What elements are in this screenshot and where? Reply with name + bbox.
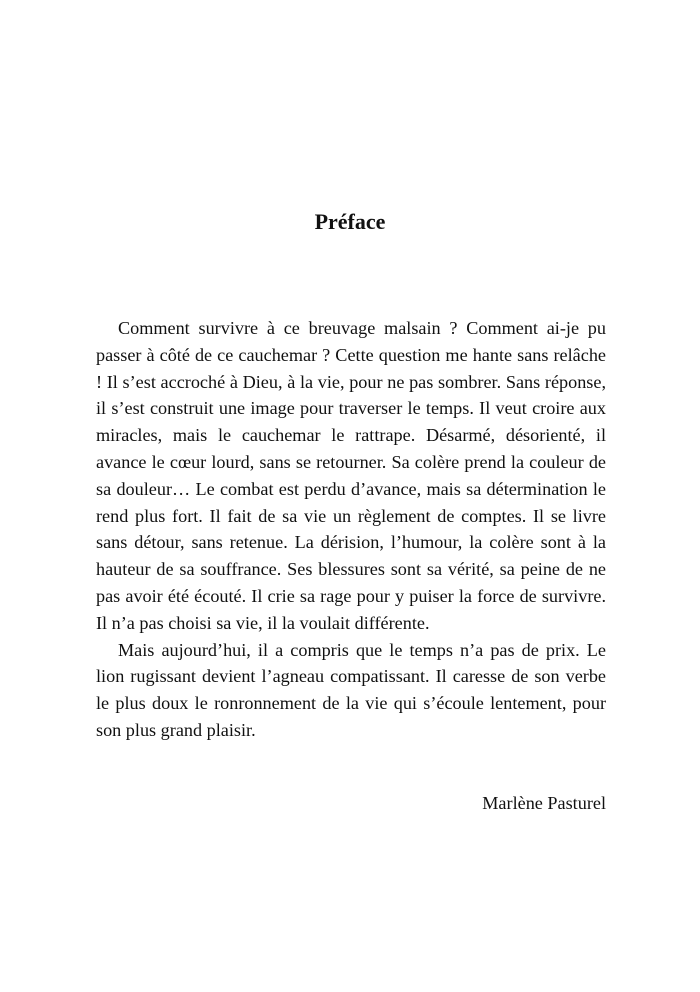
preface-body	[96, 315, 606, 744]
paragraph: Comment survivre à ce breuvage malsain ? Comment ai-je pu passer à côté de ce cauchemar ? Cette question me hante sans relâche ! Il s’est accroché à Dieu, à la vie, pour ne pas sombrer. Sans réponse, il s’est construit une image pour traverser le temps. Il veut croire aux miracles, mais le cauchemar le rattrape. Désarmé, désorienté, il avance le cœur lourd, sans se retourner. Sa colère prend la couleur de sa douleur… Le combat est perdu d’avance, mais sa détermination le rend plus fort. Il fait de sa vie un règlement de comptes. Il se livre sans détour, sans retenue. La dérision, l’humour, la colère sont à la hauteur de sa souffrance. Ses blessures sont sa vérité, sa peine de ne pas avoir été écouté. Il crie sa rage pour y puiser la force de survivre. Il n’a pas choisi sa vie, il la voulait différente.	[96, 318, 606, 633]
page-title: Préface	[314, 209, 386, 234]
paragraph: Mais aujourd’hui, il a compris que le temps n’a pas de prix. Le lion rugissant devient l’agneau compatissant. Il caresse de son verbe le plus doux le ronronnement de la vie qui s’écoule lentement, pour son plus grand plaisir.	[96, 639, 606, 740]
author-signature: Marlène Pasturel	[482, 793, 606, 813]
